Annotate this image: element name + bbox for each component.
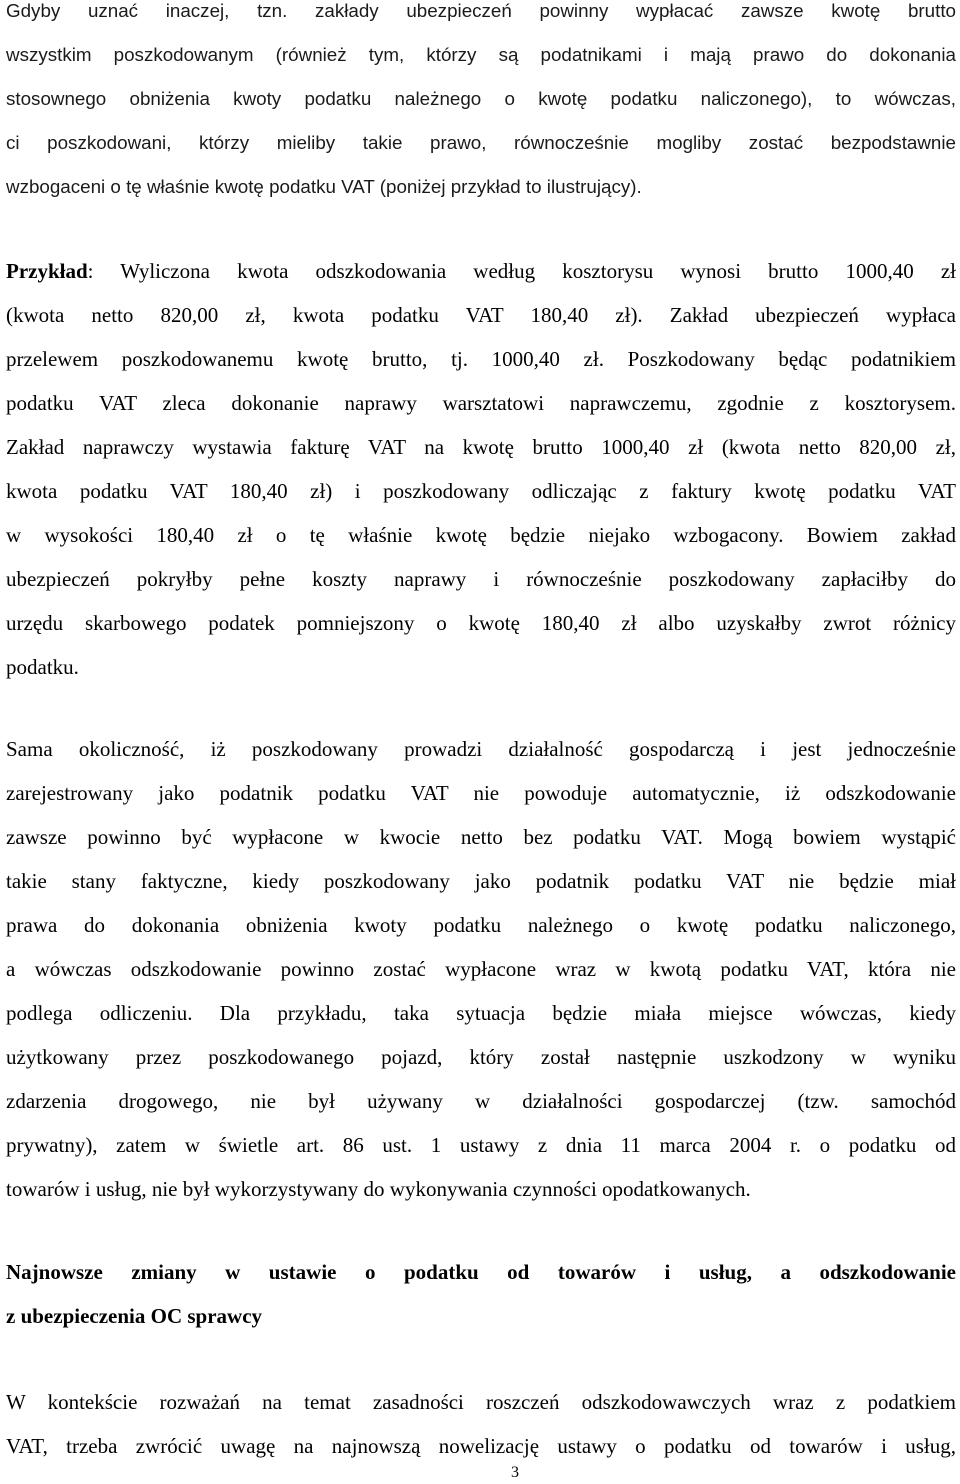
text-line: zarejestrowany jako podatnik podatku VAT nie powoduje automatycznie, iż odszkodowanie — [6, 781, 956, 805]
text-line: Sama okoliczność, iż poszkodowany prowadzi działalność gospodarczą i jest jednocześnie — [6, 737, 956, 761]
text-line: w wysokości 180,40 zł o tę właśnie kwotę będzie niejako wzbogacony. Bowiem zakład — [6, 523, 956, 547]
text-line: przelewem poszkodowanemu kwotę brutto, tj. 1000,40 zł. Poszkodowany będąc podatnikiem — [6, 347, 956, 371]
text-line: ci poszkodowani, którzy mieliby takie prawo, równocześnie mogliby zostać bezpodstawnie — [6, 132, 956, 153]
text-line: kwota podatku VAT 180,40 zł) i poszkodowany odliczając z faktury kwotę podatku VAT — [6, 479, 956, 503]
text-line: zdarzenia drogowego, nie był używany w działalności gospodarczej (tzw. samochód — [6, 1089, 956, 1113]
paragraph-context — [6, 1380, 956, 1468]
text-line: podatku. — [6, 655, 79, 679]
text-line: Zakład naprawczy wystawia fakturę VAT na kwotę brutto 1000,40 zł (kwota netto 820,00 zł, — [6, 435, 956, 459]
text-line: urzędu skarbowego podatek pomniejszony o kwotę 180,40 zł albo uzyskałby zwrot różnicy — [6, 611, 956, 635]
text-line: ubezpieczeń pokryłby pełne koszty naprawy i równocześnie poszkodowany zapłaciłby do — [6, 567, 956, 591]
text-line: W kontekście rozważań na temat zasadności roszczeń odszkodowawczych wraz z podatkiem — [6, 1390, 956, 1414]
example-label: Przykład — [6, 259, 88, 283]
text-line: podatku VAT zleca dokonanie naprawy warsztatowi naprawczemu, zgodnie z kosztorysem. — [6, 391, 956, 415]
page-number: 3 — [511, 1464, 519, 1481]
text-line: takie stany faktyczne, kiedy poszkodowany jako podatnik podatku VAT nie będzie miał — [6, 869, 956, 893]
text-line: stosownego obniżenia kwoty podatku należnego o kwotę podatku naliczonego), to wówczas, — [6, 88, 956, 109]
paragraph-intro — [6, 0, 956, 209]
text-line: Gdyby uznać inaczej, tzn. zakłady ubezpieczeń powinny wypłacać zawsze kwotę brutto — [6, 0, 956, 21]
example-first-line: : Wyliczona kwota odszkodowania według kosztorysu wynosi brutto 1000,40 zł — [87, 259, 956, 283]
heading-line: Najnowsze zmiany w ustawie o podatku od towarów i usług, a odszkodowanie — [6, 1260, 956, 1284]
text-line: VAT, trzeba zwrócić uwagę na najnowszą nowelizację ustawy o podatku od towarów i usług, — [6, 1434, 956, 1458]
text-line: wzbogaceni o tę właśnie kwotę podatku VAT (poniżej przykład to ilustrujący). — [6, 176, 642, 197]
text-line: zawsze powinno być wypłacone w kwocie netto bez podatku VAT. Mogą bowiem wystąpić — [6, 825, 956, 849]
text-line: (kwota netto 820,00 zł, kwota podatku VAT 180,40 zł). Zakład ubezpieczeń wypłaca — [6, 303, 956, 327]
text-line: prawa do dokonania obniżenia kwoty podatku należnego o kwotę podatku naliczonego, — [6, 913, 956, 937]
text-line: towarów i usług, nie był wykorzystywany do wykonywania czynności opodatkowanych. — [6, 1177, 751, 1201]
section-heading — [6, 1250, 956, 1338]
text-line: wszystkim poszkodowanym (również tym, którzy są podatnikami i mają prawo do dokonania — [6, 44, 956, 65]
text-line: podlega odliczeniu. Dla przykładu, taka sytuacja będzie miała miejsce wówczas, kiedy — [6, 1001, 956, 1025]
paragraph-circumstance — [6, 727, 956, 1211]
paragraph-example — [6, 249, 956, 689]
text-line: a wówczas odszkodowanie powinno zostać wypłacone wraz w kwotą podatku VAT, która nie — [6, 957, 956, 981]
text-line — [6, 249, 956, 293]
heading-line: z ubezpieczenia OC sprawcy — [6, 1304, 263, 1328]
text-line: użytkowany przez poszkodowanego pojazd, który został następnie uszkodzony w wyniku — [6, 1045, 956, 1069]
text-line: prywatny), zatem w świetle art. 86 ust. 1 ustawy z dnia 11 marca 2004 r. o podatku od — [6, 1133, 956, 1157]
